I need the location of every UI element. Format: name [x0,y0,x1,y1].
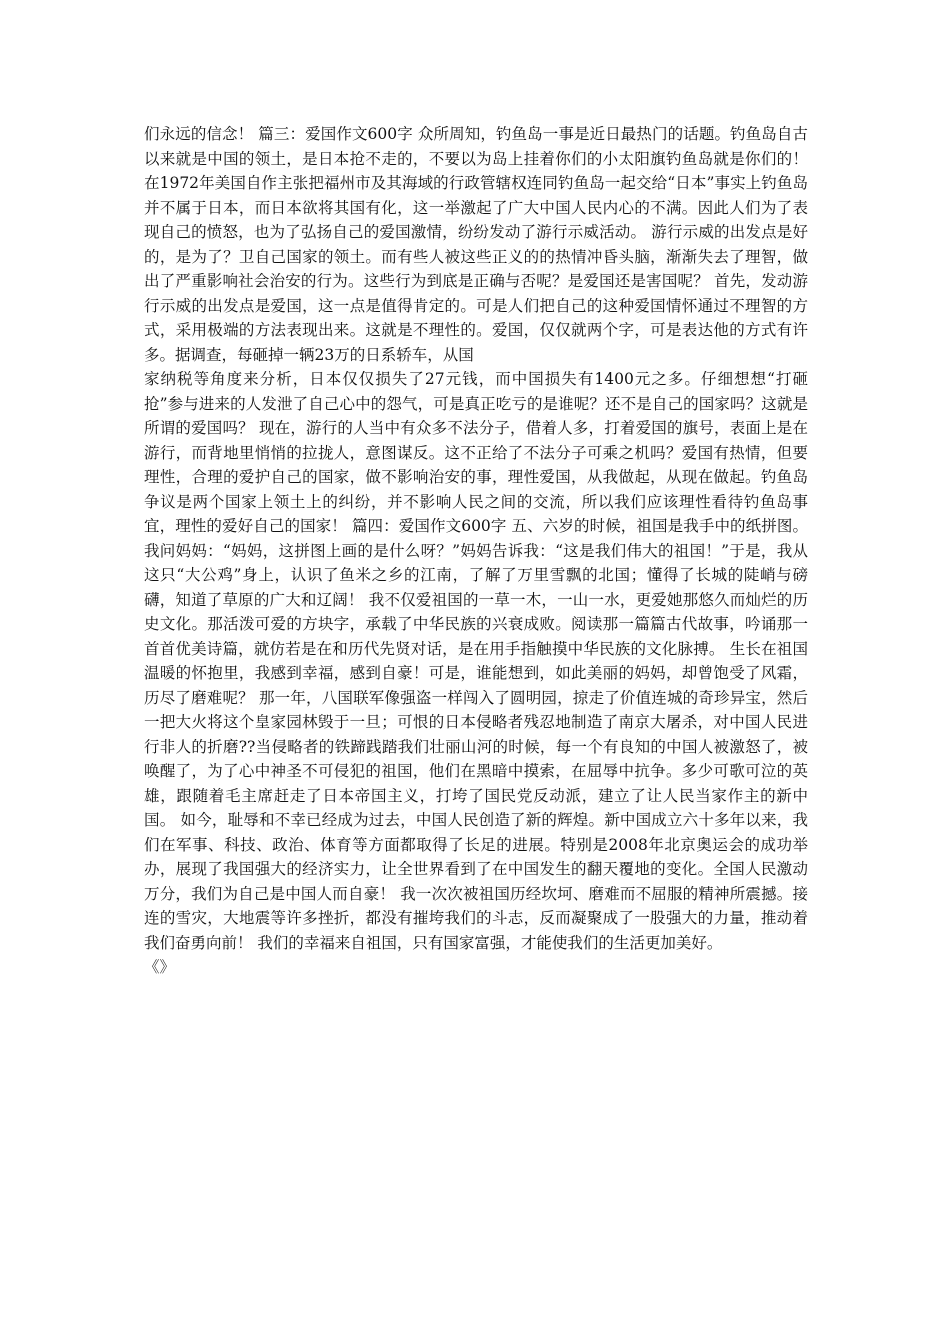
document-body [144,122,808,980]
footer-mark: 《》 [144,958,176,976]
body-paragraph-1: 们永远的信念！ 篇三：爱国作文600字 众所周知，钓鱼岛一事是近日最热门的话题。钓鱼岛自古以来就是中国的领土，是日本抢不走的，不要以为岛上挂着你们的小太阳旗钓鱼岛就是你们的！在1972年美国自作主张把福州市及其海域的行政管辖权连同钓鱼岛一起交给“日本”事实上钓鱼岛并不属于日本，而日本欲将其国有化，这一举激起了广大中国人民内心的不满。因此人们为了表现自己的愤怒，也为了弘扬自己的爱国激情，纷纷发动了游行示威活动。 游行示威的出发点是好的，是为了？卫自己国家的领土。而有些人被这些正义的的热情冲昏头脑，渐渐失去了理智，做出了严重影响社会治安的行为。这些行为到底是正确与否呢？是爱国还是害国呢？ 首先，发动游行示威的出发点是爱国，这一点是值得肯定的。可是人们把自己的这种爱国情怀通过不理智的方式，采用极端的方法表现出来。这就是不理性的。爱国，仅仅就两个字，可是表达他的方式有许多。据调查，每砸掉一辆23万的日系轿车，从国 [144,125,808,364]
body-paragraph-2: 家纳税等角度来分析，日本仅仅损失了27元钱，而中国损失有1400元之多。仔细想想“打砸抢”参与进来的人发泄了自己心中的怨气，可是真正吃亏的是谁呢？还不是自己的国家吗？这就是所谓的爱国吗？ 现在，游行的人当中有众多不法分子，借着人多，打着爱国的旗号，表面上是在游行，而背地里悄悄的拉拢人，意图谋反。这不正给了不法分子可乘之机吗？爱国有热情，但要理性，合理的爱护自己的国家，做不影响治安的事，理性爱国，从我做起，从现在做起。钓鱼岛争议是两个国家上领土上的纠纷，并不影响人民之间的交流，所以我们应该理性看待钓鱼岛事宜，理性的爱好自己的国家！ 篇四：爱国作文600字 五、六岁的时候，祖国是我手中的纸拼图。我问妈妈：“妈妈，这拼图上画的是什么呀？”妈妈告诉我：“这是我们伟大的祖国！”于是，我从这只“大公鸡”身上，认识了鱼米之乡的江南，了解了万里雪飘的北国；懂得了长城的陡峭与磅礴，知道了草原的广大和辽阔！ 我不仅爱祖国的一草一木，一山一水，更爱她那悠久而灿烂的历史文化。那活泼可爱的方块字，承载了中华民族的兴衰成败。阅读那一篇篇古代故事，吟诵那一首首优美诗篇，就仿若是在和历代先贤对话，是在用手指触摸中华民族的文化脉搏。 生长在祖国温暖的怀抱里，我感到幸福，感到自豪！可是，谁能想到，如此美丽的妈妈，却曾饱受了风霜，历尽了磨难呢？ 那一年，八国联军像强盗一样闯入了圆明园，掠走了价值连城的奇珍异宝，然后一把大火将这个皇家园林毁于一旦；可恨的日本侵略者残忍地制造了南京大屠杀，对中国人民进行非人的折磨??当侵略者的铁蹄践踏我们壮丽山河的时候，每一个有良知的中国人被激怒了，被唤醒了，为了心中神圣不可侵犯的祖国，他们在黑暗中摸索，在屈辱中抗争。多少可歌可泣的英雄，跟随着毛主席赶走了日本帝国主义，打垮了国民党反动派，建立了让人民当家作主的新中国。 如今，耻辱和不幸已经成为过去，中国人民创造了新的辉煌。新中国成立六十多年以来，我们在军事、科技、政治、体育等方面都取得了长足的进展。特别是2008年北京奥运会的成功举办，展现了我国强大的经济实力，让全世界看到了在中国发生的翻天覆地的变化。全国人民激动万分，我们为自己是中国人而自豪！ 我一次次被祖国历经坎坷、磨难而不屈服的精神所震撼。接连的雪灾，大地震等许多挫折，都没有摧垮我们的斗志，反而凝聚成了一股强大的力量，推动着我们奋勇向前！ 我们的幸福来自祖国，只有国家富强，才能使我们的生活更加美好。 [144,370,808,952]
